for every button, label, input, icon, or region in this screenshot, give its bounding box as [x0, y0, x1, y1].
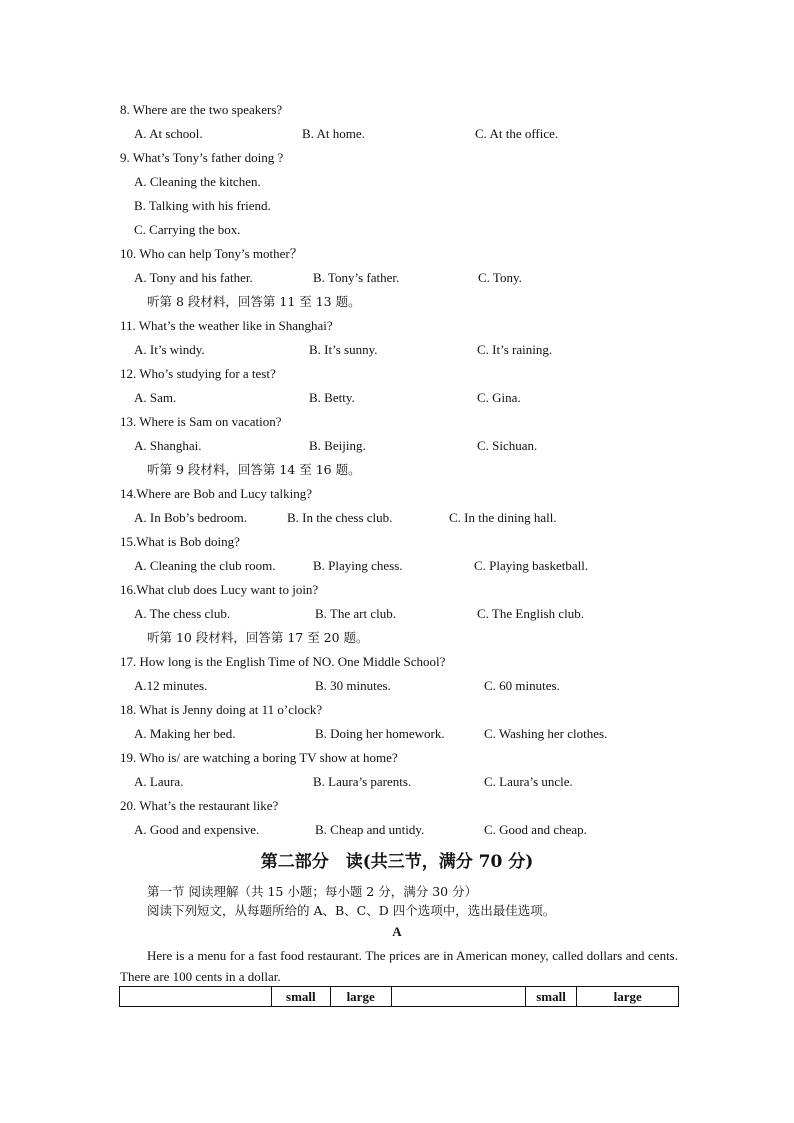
material-9-note: 听第 9 段材料，回答第 14 至 16 题。: [147, 462, 361, 477]
q20-option-c: C. Good and cheap.: [484, 822, 587, 837]
question-15: 15.What is Bob doing?: [120, 534, 240, 549]
q10-option-b: B. Tony’s father.: [313, 270, 400, 285]
section-1-heading: 第一节 阅读理解（共 15 小题；每小题 2 分，满分 30 分）: [147, 884, 478, 899]
q8-option-c: C. At the office.: [475, 126, 559, 141]
menu-header-cell: small: [271, 987, 330, 1007]
q16-option-b: B. The art club.: [315, 606, 396, 621]
q18-option-c: C. Washing her clothes.: [484, 726, 608, 741]
q9-option-a: A. Cleaning the kitchen.: [134, 174, 261, 189]
q20-option-b: B. Cheap and untidy.: [315, 822, 425, 837]
q11-option-b: B. It’s sunny.: [309, 342, 378, 357]
q14-option-a: A. In Bob’s bedroom.: [134, 510, 248, 525]
question-14: 14.Where are Bob and Lucy talking?: [120, 486, 313, 501]
question-11: 11. What’s the weather like in Shanghai?: [120, 318, 333, 333]
q14-option-b: B. In the chess club.: [287, 510, 393, 525]
q19-option-c: C. Laura’s uncle.: [484, 774, 573, 789]
q12-option-a: A. Sam.: [134, 390, 177, 405]
menu-header-cell: large: [330, 987, 391, 1007]
q19-option-b: B. Laura’s parents.: [313, 774, 412, 789]
q9-option-c: C. Carrying the box.: [134, 222, 241, 237]
q8-option-a: A. At school.: [134, 126, 203, 141]
q14-option-c: C. In the dining hall.: [449, 510, 557, 525]
q15-option-a: A. Cleaning the club room.: [134, 558, 276, 573]
question-9: 9. What’s Tony’s father doing ?: [120, 150, 284, 165]
q9-option-b: B. Talking with his friend.: [134, 198, 271, 213]
q18-option-a: A. Making her bed.: [134, 726, 236, 741]
reading-instruction: 阅读下列短文，从每题所给的 A、B、C、D 四个选项中，选出最佳选项。: [147, 903, 556, 918]
q12-option-c: C. Gina.: [477, 390, 521, 405]
menu-header-cell: large: [577, 987, 679, 1007]
passage-paragraph: Here is a menu for a fast food restaurant. The prices are in American money, called dollars and cents. There are 100 cents in a dollar.: [120, 948, 678, 984]
part-2-title: 第二部分 读(共三节，满分 70 分): [260, 852, 534, 872]
question-18: 18. What is Jenny doing at 11 o’clock?: [120, 702, 323, 717]
question-17: 17. How long is the English Time of NO. One Middle School?: [120, 654, 446, 669]
question-16: 16.What club does Lucy want to join?: [120, 582, 319, 597]
q12-option-b: B. Betty.: [309, 390, 355, 405]
q13-option-a: A. Shanghai.: [134, 438, 202, 453]
q16-option-a: A. The chess club.: [134, 606, 231, 621]
question-20: 20. What’s the restaurant like?: [120, 798, 279, 813]
q10-option-a: A. Tony and his father.: [134, 270, 253, 285]
menu-header-cell: [391, 987, 525, 1007]
q20-option-a: A. Good and expensive.: [134, 822, 260, 837]
q18-option-b: B. Doing her homework.: [315, 726, 445, 741]
q10-option-c: C. Tony.: [478, 270, 522, 285]
q17-option-a: A.12 minutes.: [134, 678, 208, 693]
q16-option-c: C. The English club.: [477, 606, 585, 621]
menu-header-cell: [120, 987, 272, 1007]
q13-option-c: C. Sichuan.: [477, 438, 538, 453]
menu-table-header-row: [120, 987, 679, 1007]
question-19: 19. Who is/ are watching a boring TV show at home?: [120, 750, 398, 765]
q8-option-b: B. At home.: [302, 126, 365, 141]
passage-label: A: [392, 924, 402, 939]
q15-option-b: B. Playing chess.: [313, 558, 403, 573]
question-12: 12. Who’s studying for a test?: [120, 366, 276, 381]
q13-option-b: B. Beijing.: [309, 438, 366, 453]
menu-table: [119, 986, 679, 1007]
q17-option-b: B. 30 minutes.: [315, 678, 391, 693]
material-10-note: 听第 10 段材料，回答第 17 至 20 题。: [147, 630, 369, 645]
q17-option-c: C. 60 minutes.: [484, 678, 560, 693]
question-8: 8. Where are the two speakers?: [120, 102, 283, 117]
question-10: 10. Who can help Tony’s mother？: [120, 246, 303, 261]
material-8-note: 听第 8 段材料，回答第 11 至 13 题。: [147, 294, 361, 309]
menu-header-cell: small: [525, 987, 577, 1007]
q11-option-c: C. It’s raining.: [477, 342, 553, 357]
q11-option-a: A. It’s windy.: [134, 342, 205, 357]
q19-option-a: A. Laura.: [134, 774, 184, 789]
question-13: 13. Where is Sam on vacation?: [120, 414, 282, 429]
q15-option-c: C. Playing basketball.: [474, 558, 589, 573]
